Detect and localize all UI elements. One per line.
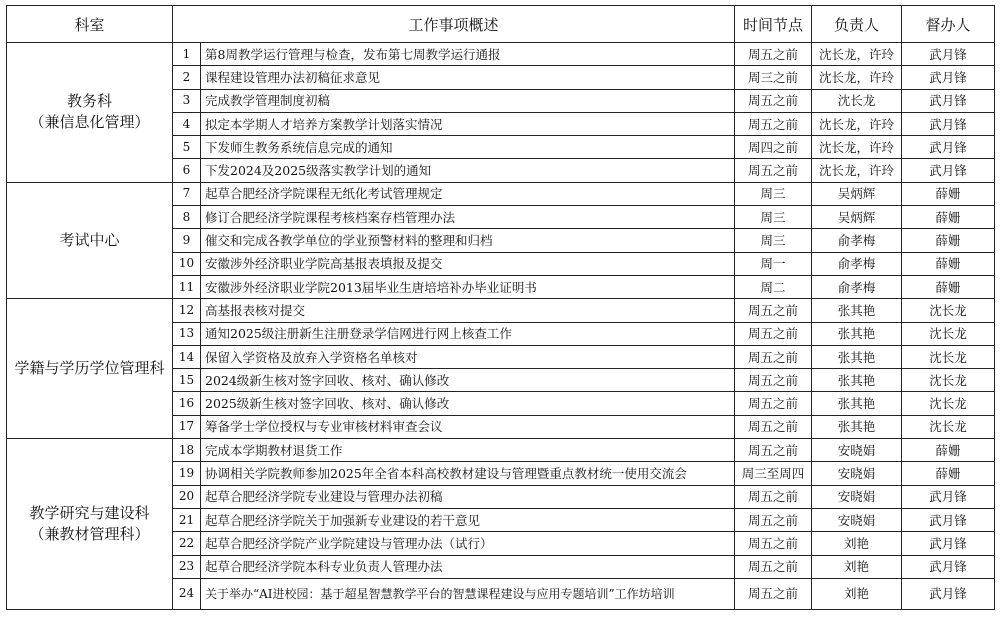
dept-cell-registry (7, 299, 173, 439)
row-item: 催交和完成各教学单位的学业预警材料的整理和归档 (201, 229, 735, 252)
header-dept: 科室 (7, 6, 173, 43)
row-item: 完成本学期教材退货工作 (201, 439, 735, 462)
row-number: 23 (173, 555, 201, 578)
row-number: 14 (173, 345, 201, 368)
row-owner: 张其艳 (812, 299, 902, 322)
row-item: 起草合肥经济学院专业建设与管理办法初稿 (201, 485, 735, 508)
row-supervisor: 沈长龙 (902, 299, 995, 322)
row-supervisor: 薛姗 (902, 206, 995, 229)
table-row (7, 439, 995, 462)
row-owner: 吴炳辉 (812, 182, 902, 205)
row-time: 周三之前 (735, 66, 812, 89)
dept-cell-teaching-research (7, 439, 173, 610)
row-item: 第8周教学运行管理与检查，发布第七周教学运行通报 (201, 43, 735, 66)
row-number: 24 (173, 578, 201, 609)
row-item: 下发师生教务系统信息完成的通知 (201, 136, 735, 159)
row-time: 周五之前 (735, 508, 812, 531)
row-owner: 俞孝梅 (812, 275, 902, 298)
header-owner: 负责人 (812, 6, 902, 43)
row-item: 完成教学管理制度初稿 (201, 89, 735, 112)
row-number: 10 (173, 252, 201, 275)
table-row (7, 299, 995, 322)
row-owner: 安晓娟 (812, 439, 902, 462)
row-number: 3 (173, 89, 201, 112)
row-owner: 安晓娟 (812, 508, 902, 531)
row-item: 筹备学士学位授权与专业审核材料审查会议 (201, 415, 735, 438)
row-time: 周三 (735, 182, 812, 205)
row-supervisor: 薛姗 (902, 182, 995, 205)
row-supervisor: 武月锋 (902, 66, 995, 89)
row-item: 保留入学资格及放弃入学资格名单核对 (201, 345, 735, 368)
dept-subname: （兼信息化管理） (29, 113, 150, 132)
row-item: 关于举办“AI进校园：基于超星智慧教学平台的智慧课程建设与应用专题培训”工作坊培训 (201, 578, 735, 609)
row-time: 周五之前 (735, 392, 812, 415)
header-time: 时间节点 (735, 6, 812, 43)
row-item: 安徽涉外经济职业学院2013届毕业生唐培培补办毕业证明书 (201, 275, 735, 298)
row-owner: 俞孝梅 (812, 229, 902, 252)
row-time: 周三 (735, 206, 812, 229)
row-item: 修订合肥经济学院课程考核档案存档管理办法 (201, 206, 735, 229)
row-time: 周五之前 (735, 485, 812, 508)
row-item: 下发2024及2025级落实教学计划的通知 (201, 159, 735, 182)
row-owner: 沈长龙，许玲 (812, 112, 902, 135)
row-number: 11 (173, 275, 201, 298)
row-supervisor: 沈长龙 (902, 322, 995, 345)
row-supervisor: 武月锋 (902, 555, 995, 578)
row-supervisor: 武月锋 (902, 485, 995, 508)
dept-cell-exam-center (7, 182, 173, 298)
row-owner: 沈长龙 (812, 89, 902, 112)
table-body (7, 43, 995, 610)
row-time: 周五之前 (735, 299, 812, 322)
row-time: 周五之前 (735, 159, 812, 182)
row-supervisor: 薛姗 (902, 229, 995, 252)
row-supervisor: 武月锋 (902, 159, 995, 182)
row-owner: 张其艳 (812, 345, 902, 368)
row-time: 周五之前 (735, 578, 812, 609)
row-number: 19 (173, 462, 201, 485)
row-time: 周三 (735, 229, 812, 252)
row-item: 2025级新生核对签字回收、核对、确认修改 (201, 392, 735, 415)
row-owner: 沈长龙，许玲 (812, 43, 902, 66)
row-item: 2024级新生核对签字回收、核对、确认修改 (201, 369, 735, 392)
dept-name: 考试中心 (59, 231, 120, 250)
row-time: 周一 (735, 252, 812, 275)
row-time: 周五之前 (735, 89, 812, 112)
row-number: 17 (173, 415, 201, 438)
row-time: 周三至周四 (735, 462, 812, 485)
row-supervisor: 武月锋 (902, 578, 995, 609)
row-supervisor: 武月锋 (902, 532, 995, 555)
row-owner: 沈长龙，许玲 (812, 159, 902, 182)
header-supervisor: 督办人 (902, 6, 995, 43)
row-number: 18 (173, 439, 201, 462)
row-supervisor: 武月锋 (902, 136, 995, 159)
row-owner: 张其艳 (812, 369, 902, 392)
row-number: 22 (173, 532, 201, 555)
row-number: 15 (173, 369, 201, 392)
row-supervisor: 武月锋 (902, 89, 995, 112)
row-number: 5 (173, 136, 201, 159)
row-supervisor: 薛姗 (902, 252, 995, 275)
row-item: 协调相关学院教师参加2025年全省本科高校教材建设与管理暨重点教材统一使用交流会 (201, 462, 735, 485)
row-time: 周五之前 (735, 369, 812, 392)
work-plan-table-container (6, 5, 994, 610)
row-owner: 张其艳 (812, 415, 902, 438)
row-owner: 张其艳 (812, 322, 902, 345)
row-item: 拟定本学期人才培养方案教学计划落实情况 (201, 112, 735, 135)
row-supervisor: 武月锋 (902, 508, 995, 531)
row-time: 周五之前 (735, 322, 812, 345)
row-number: 20 (173, 485, 201, 508)
row-number: 4 (173, 112, 201, 135)
header-item: 工作事项概述 (173, 6, 735, 43)
row-number: 8 (173, 206, 201, 229)
row-time: 周五之前 (735, 532, 812, 555)
row-owner: 沈长龙，许玲 (812, 136, 902, 159)
row-number: 9 (173, 229, 201, 252)
row-supervisor: 沈长龙 (902, 369, 995, 392)
row-time: 周四之前 (735, 136, 812, 159)
dept-name: 学籍与学历学位管理科 (14, 359, 165, 378)
row-number: 6 (173, 159, 201, 182)
dept-subname: （兼教材管理科） (29, 524, 150, 543)
row-time: 周五之前 (735, 415, 812, 438)
row-supervisor: 武月锋 (902, 112, 995, 135)
row-item: 起草合肥经济学院关于加强新专业建设的若干意见 (201, 508, 735, 531)
row-supervisor: 薛姗 (902, 275, 995, 298)
header-row (7, 6, 995, 43)
row-owner: 刘艳 (812, 532, 902, 555)
table-row (7, 182, 995, 205)
row-owner: 刘艳 (812, 578, 902, 609)
row-number: 16 (173, 392, 201, 415)
row-supervisor: 薛姗 (902, 439, 995, 462)
row-owner: 安晓娟 (812, 485, 902, 508)
row-time: 周五之前 (735, 555, 812, 578)
row-number: 12 (173, 299, 201, 322)
dept-cell-academic-affairs (7, 43, 173, 183)
row-owner: 沈长龙，许玲 (812, 66, 902, 89)
dept-name: 教务科 (66, 92, 112, 111)
row-owner: 安晓娟 (812, 462, 902, 485)
row-time: 周五之前 (735, 345, 812, 368)
row-number: 7 (173, 182, 201, 205)
row-owner: 刘艳 (812, 555, 902, 578)
row-item: 起草合肥经济学院课程无纸化考试管理规定 (201, 182, 735, 205)
row-supervisor: 薛姗 (902, 462, 995, 485)
row-supervisor: 武月锋 (902, 43, 995, 66)
row-owner: 俞孝梅 (812, 252, 902, 275)
row-number: 21 (173, 508, 201, 531)
row-item: 通知2025级注册新生注册登录学信网进行网上核查工作 (201, 322, 735, 345)
row-owner: 吴炳辉 (812, 206, 902, 229)
row-item: 高基报表核对提交 (201, 299, 735, 322)
row-item: 课程建设管理办法初稿征求意见 (201, 66, 735, 89)
table-row (7, 43, 995, 66)
row-item: 安徽涉外经济职业学院高基报表填报及提交 (201, 252, 735, 275)
row-supervisor: 沈长龙 (902, 345, 995, 368)
dept-name: 教学研究与建设科 (29, 503, 150, 522)
row-number: 2 (173, 66, 201, 89)
row-item: 起草合肥经济学院本科专业负责人管理办法 (201, 555, 735, 578)
row-owner: 张其艳 (812, 392, 902, 415)
work-plan-table (6, 5, 995, 610)
row-time: 周五之前 (735, 439, 812, 462)
row-item: 起草合肥经济学院产业学院建设与管理办法（试行） (201, 532, 735, 555)
row-number: 13 (173, 322, 201, 345)
row-supervisor: 沈长龙 (902, 415, 995, 438)
row-time: 周五之前 (735, 43, 812, 66)
row-supervisor: 沈长龙 (902, 392, 995, 415)
row-number: 1 (173, 43, 201, 66)
row-time: 周二 (735, 275, 812, 298)
row-time: 周五之前 (735, 112, 812, 135)
